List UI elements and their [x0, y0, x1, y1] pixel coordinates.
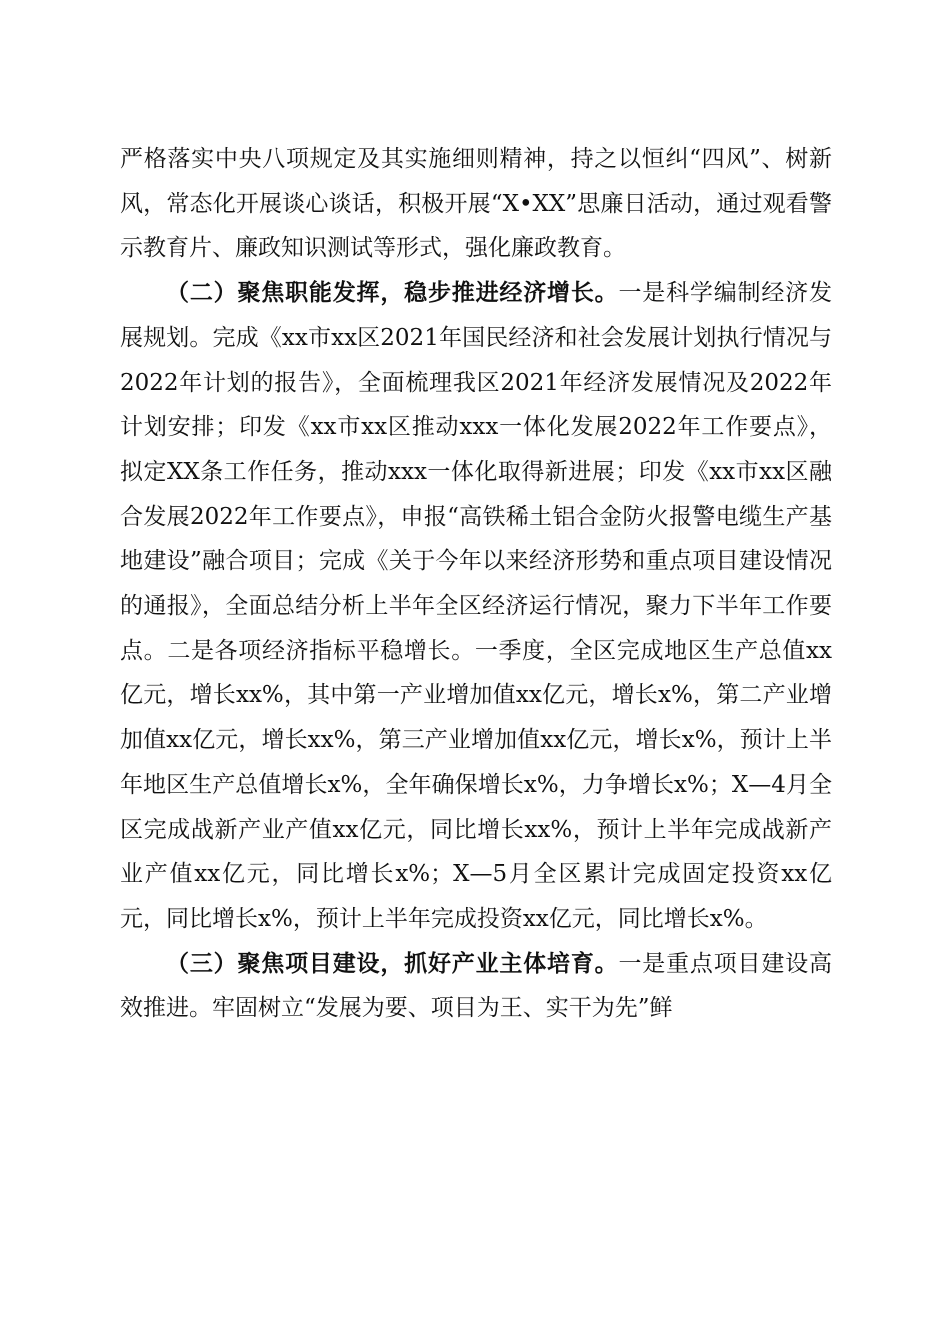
- paragraph-1: [120, 137, 832, 271]
- paragraph-3: [120, 942, 832, 1031]
- section-heading-3: （三）聚焦项目建设，抓好产业主体培育。: [166, 949, 619, 977]
- paragraph-1-text: 严格落实中央八项规定及其实施细则精神，持之以恒纠“四风”、树新风，常态化开展谈心谈话，积极开展“X•XX”思廉日活动，通过观看警示教育片、廉政知识测试等形式，强化廉政教育。: [120, 146, 832, 262]
- section-heading-2: （二）聚焦职能发挥，稳步推进经济增长。: [166, 279, 619, 307]
- paragraph-2-text: 一是科学编制经济发展规划。完成《xx市xx区2021年国民经济和社会发展计划执行情况与2022年计划的报告》，全面梳理我区2021年经济发展情况及2022年计划安排；印发《xx市xx区推动xxx一体化发展2022年工作要点》，拟定XX条工作任务，推动xxx一体化取得新进展；印发《xx市xx区融合发展2022年工作要点》，申报“高铁稀土铝合金防火报警电缆生产基地建设”融合项目；完成《关于今年以来经济形势和重点项目建设情况的通报》，全面总结分析上半年全区经济运行情况，聚力下半年工作要点。二是各项经济指标平稳增长。一季度，全区完成地区生产总值xx亿元，增长xx%，其中第一产业增加值xx亿元，增长x%，第二产业增加值xx亿元，增长xx%，第三产业增加值xx亿元，增长x%，预计上半年地区生产总值增长x%，全年确保增长x%，力争增长x%；X—4月全区完成战新产业产值xx亿元，同比增长xx%，预计上半年完成战新产业产值xx亿元，同比增长x%；X—5月全区累计完成固定投资xx亿元，同比增长x%，预计上半年完成投资xx亿元，同比增长x%。: [120, 280, 833, 932]
- paragraph-3-text: 一是重点项目建设高效推进。牢固树立“发展为要、项目为王、实干为先”鲜: [120, 950, 833, 1022]
- document-page: [120, 137, 832, 1031]
- paragraph-2: [120, 271, 832, 942]
